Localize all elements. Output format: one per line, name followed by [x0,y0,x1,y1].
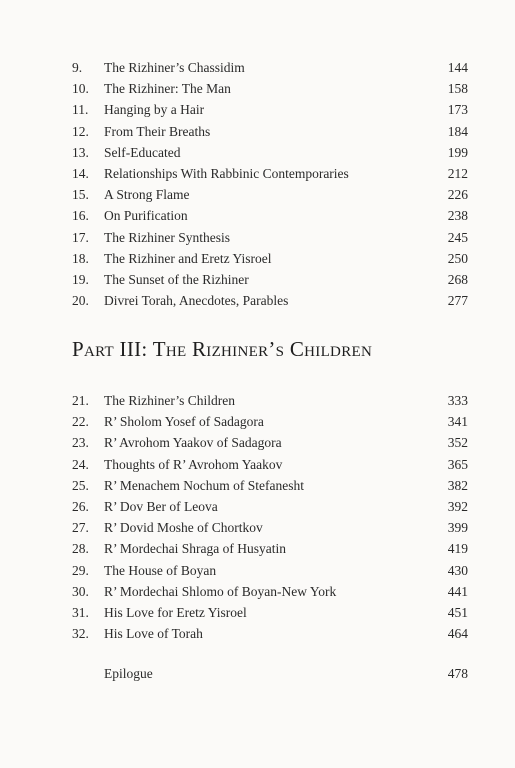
toc-entry [72,290,468,311]
entry-page: 464 [447,626,468,642]
entry-title: Relationships With Rabbinic Contemporaries [104,165,349,181]
entry-number: 27. [72,520,89,536]
entry-number: 24. [72,456,89,472]
toc-entry [72,121,468,142]
entry-title: R’ Dov Ber of Leova [104,498,218,514]
entry-title: The Rizhiner: The Man [104,81,231,97]
entry-page: 212 [447,165,468,181]
toc-entry [72,623,468,644]
entry-number: 21. [72,393,89,408]
entry-title: A Strong Flame [104,187,190,203]
entry-title: On Purification [104,208,188,224]
toc-entry [72,205,468,226]
toc-entry [72,602,468,623]
entry-number: 29. [72,562,89,578]
entry-page: 245 [447,229,468,245]
toc-entry [72,432,468,453]
entry-page: 478 [447,666,468,681]
entry-number: 20. [72,293,89,309]
entry-page: 173 [447,102,468,118]
entry-number: 10. [72,81,89,97]
toc-entry [72,78,468,99]
entry-title: Epilogue [104,666,153,681]
entry-title: Divrei Torah, Anecdotes, Parables [104,293,289,309]
entry-page: 226 [447,187,468,203]
toc-entry [72,517,468,538]
entry-number: 18. [72,250,89,266]
entry-title: His Love of Torah [104,626,203,642]
entry-number: 12. [72,123,89,139]
entry-title: The Rizhiner’s Children [104,393,235,408]
toc-entry [72,248,468,269]
entry-title: The Rizhiner’s Chassidim [104,60,245,75]
entry-title: His Love for Eretz Yisroel [104,604,247,620]
toc-entry-epilogue [72,663,468,684]
toc-entry [72,496,468,517]
entry-number: 9. [72,60,83,75]
entry-number: 30. [72,583,89,599]
entry-page: 238 [447,208,468,224]
entry-page: 392 [447,498,468,514]
toc-entry [72,390,468,411]
entry-title: From Their Breaths [104,123,211,139]
entry-title: Hanging by a Hair [104,102,205,118]
entry-number: 15. [72,187,89,203]
entry-number: 16. [72,208,89,224]
entry-number: 32. [72,626,89,642]
entry-page: 382 [447,477,468,493]
entry-page: 352 [447,435,468,451]
entry-page: 268 [447,271,468,287]
entry-number: 26. [72,498,89,514]
entry-page: 333 [447,393,468,408]
entry-title: The Rizhiner Synthesis [104,229,230,245]
entry-title: R’ Avrohom Yaakov of Sadagora [104,435,282,451]
entry-title: Self-Educated [104,144,181,160]
entry-page: 399 [447,520,468,536]
entry-page: 199 [447,144,468,160]
entry-page: 277 [447,293,468,309]
entry-title: R’ Sholom Yosef of Sadagora [104,414,264,430]
toc-entry [72,538,468,559]
toc-entry [72,411,468,432]
entry-page: 158 [447,81,468,97]
toc-entry [72,454,468,475]
toc-entry [72,57,468,78]
entry-number: 31. [72,604,89,620]
entry-title: R’ Mordechai Shlomo of Boyan-New York [104,583,337,599]
part-heading: Part III: The Rizhiner’s Children [72,337,373,361]
entry-number: 22. [72,414,89,430]
entry-title: R’ Menachem Nochum of Stefanesht [104,477,304,493]
entry-title: R’ Mordechai Shraga of Husyatin [104,541,286,557]
entry-page: 341 [447,414,468,430]
toc-list-part2 [72,57,468,311]
entry-page: 451 [447,604,468,620]
toc-entry [72,184,468,205]
toc-entry [72,269,468,290]
entry-page: 144 [447,60,468,75]
toc-entry [72,163,468,184]
entry-title: Thoughts of R’ Avrohom Yaakov [104,456,283,472]
entry-page: 184 [447,123,468,139]
entry-page: 365 [447,456,468,472]
entry-number: 14. [72,165,89,181]
toc-entry [72,560,468,581]
entry-number: 11. [72,102,89,118]
toc-entry [72,475,468,496]
entry-title: The House of Boyan [104,562,217,578]
entry-title: The Rizhiner and Eretz Yisroel [104,250,272,266]
entry-number: 17. [72,229,89,245]
toc-entry [72,142,468,163]
entry-title: The Sunset of the Rizhiner [104,271,249,287]
entry-page: 441 [447,583,468,599]
toc-entry [72,581,468,602]
entry-number: 28. [72,541,89,557]
entry-number: 25. [72,477,89,493]
entry-number: 19. [72,271,89,287]
toc-entry [72,227,468,248]
entry-page: 430 [447,562,468,578]
entry-page: 250 [447,250,468,266]
entry-page: 419 [447,541,468,557]
entry-number: 23. [72,435,89,451]
toc-list-part3 [72,390,468,644]
entry-title: R’ Dovid Moshe of Chortkov [104,520,263,536]
toc-entry [72,99,468,120]
entry-number: 13. [72,144,89,160]
